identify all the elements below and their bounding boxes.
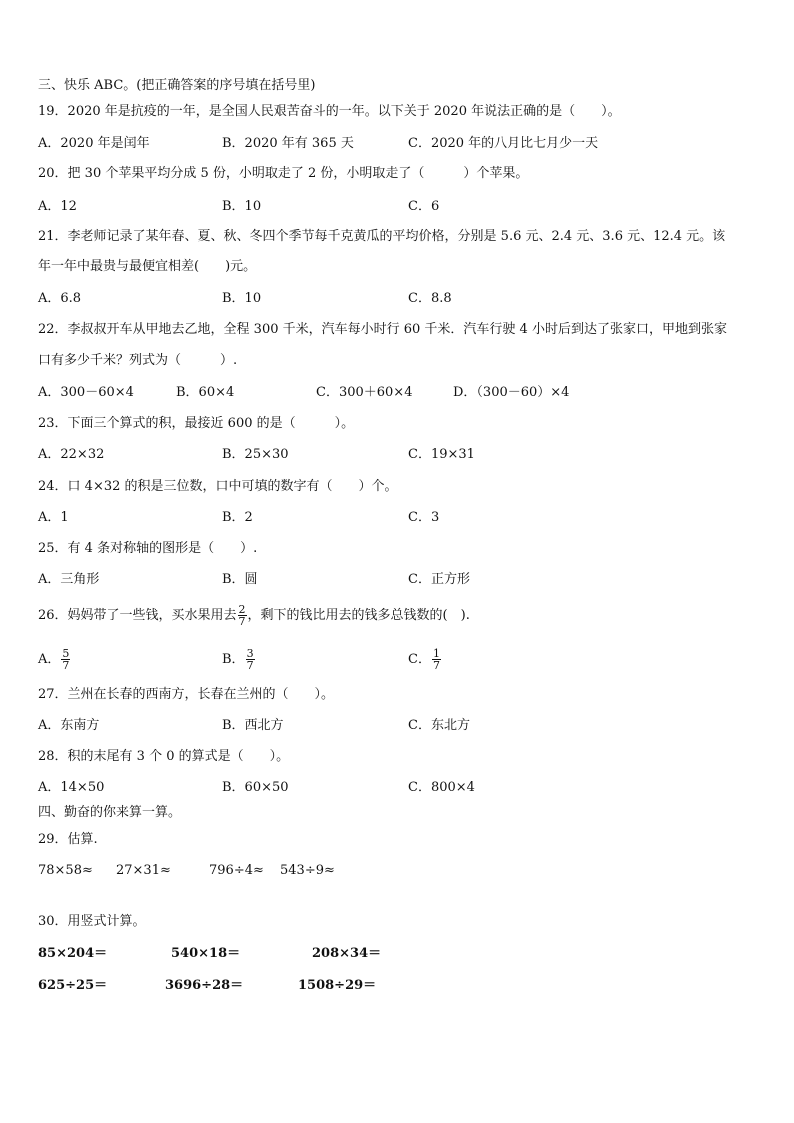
- question-25-option-c: C．正方形: [408, 572, 470, 587]
- question-21-option-c: C．8.8: [408, 291, 452, 306]
- fraction-numerator: 3: [246, 647, 254, 660]
- question-23-stem: 23．下面三个算式的积，最接近 600 的是（ ）。: [38, 416, 355, 431]
- estimate-item: 27×31≈: [116, 863, 171, 878]
- question-26-stem-after: ，剩下的钱比用去的钱多总钱数的( ).: [247, 608, 470, 623]
- estimate-item: 543÷9≈: [280, 863, 335, 878]
- question-21-stem-line2: 年一年中最贵与最便宜相差( )元。: [38, 259, 257, 274]
- vertical-calc-item: 3696÷28＝: [165, 978, 244, 993]
- fraction-numerator: 5: [62, 647, 70, 660]
- question-25-stem: 25．有 4 条对称轴的图形是（ ）.: [38, 541, 258, 556]
- question-19-option-a: A．2020 年是闰年: [38, 136, 150, 151]
- option-label: A．: [38, 652, 61, 667]
- question-22-stem-line2: 口有多少千米？列式为（ ）.: [38, 353, 238, 368]
- fraction-numerator: 2: [238, 603, 246, 616]
- question-23-option-c: C．19×31: [408, 447, 475, 462]
- vertical-calc-item: 625÷25＝: [38, 978, 108, 993]
- fraction-denominator: 7: [432, 659, 440, 672]
- estimate-item: 796÷4≈: [209, 863, 264, 878]
- question-23-option-a: A．22×32: [38, 447, 105, 462]
- question-28-option-a: A．14×50: [38, 780, 105, 795]
- section-3-title: 三、快乐 ABC。(把正确答案的序号填在括号里): [38, 78, 316, 93]
- question-26-stem-before: 26．妈妈带了一些钱，买水果用去: [38, 608, 237, 623]
- question-20-stem: 20．把 30 个苹果平均分成 5 份，小明取走了 2 份，小明取走了（ ）个苹果。: [38, 166, 529, 181]
- question-24-option-a: A．1: [38, 510, 69, 525]
- option-fraction: [61, 648, 70, 671]
- question-22-option-d: D．（300－60）×4: [453, 385, 570, 400]
- question-22-option-b: B．60×4: [176, 385, 235, 400]
- question-24-stem: 24．口 4×32 的积是三位数，口中可填的数字有（ ）个。: [38, 479, 398, 494]
- fraction-denominator: 7: [246, 659, 254, 672]
- question-26-option-b: [222, 648, 256, 671]
- question-22-option-a: A．300－60×4: [38, 385, 134, 400]
- fraction-numerator: 1: [432, 647, 440, 660]
- question-25-option-a: A．三角形: [38, 572, 100, 587]
- question-29-stem: 29．估算.: [38, 832, 98, 847]
- question-26-stem: [38, 604, 470, 627]
- vertical-calc-item: 208×34＝: [312, 946, 382, 961]
- estimate-item: 78×58≈: [38, 863, 93, 878]
- question-20-option-c: C．6: [408, 199, 440, 214]
- section-4-title: 四、勤奋的你来算一算。: [38, 805, 182, 820]
- question-23-option-b: B．25×30: [222, 447, 289, 462]
- question-19-option-b: B．2020 年有 365 天: [222, 136, 354, 151]
- question-27-stem: 27．兰州在长春的西南方，长春在兰州的（ ）。: [38, 687, 335, 702]
- question-24-option-b: B．2: [222, 510, 253, 525]
- question-27-option-a: A．东南方: [38, 718, 100, 733]
- option-label: C．: [408, 652, 431, 667]
- question-20-option-a: A．12: [38, 199, 77, 214]
- question-21-option-a: A．6.8: [38, 291, 82, 306]
- question-26-option-a: [38, 648, 71, 671]
- question-22-option-c: C．300＋60×4: [316, 385, 413, 400]
- fraction-denominator: 7: [238, 615, 246, 628]
- question-27-option-c: C．东北方: [408, 718, 470, 733]
- question-25-option-b: B．圆: [222, 572, 258, 587]
- question-19-stem: 19．2020 年是抗疫的一年，是全国人民艰苦奋斗的一年。以下关于 2020 年说法正确的是（ ）。: [38, 104, 621, 119]
- question-21-stem: 21．李老师记录了某年春、夏、秋、冬四个季节每千克黄瓜的平均价格，分别是 5.6 元、2.4 元、3.6 元、12.4 元。该: [38, 229, 726, 244]
- question-20-option-b: B．10: [222, 199, 262, 214]
- vertical-calc-item: 540×18＝: [171, 946, 241, 961]
- question-27-option-b: B．西北方: [222, 718, 284, 733]
- question-30-stem: 30．用竖式计算。: [38, 914, 146, 929]
- question-21-option-b: B．10: [222, 291, 262, 306]
- question-26-option-c: [408, 648, 442, 671]
- fraction-denominator: 7: [62, 659, 70, 672]
- question-28-option-c: C．800×4: [408, 780, 475, 795]
- option-fraction: [246, 648, 255, 671]
- vertical-calc-item: 1508÷29＝: [298, 978, 377, 993]
- question-24-option-c: C．3: [408, 510, 440, 525]
- question-28-stem: 28．积的末尾有 3 个 0 的算式是（ ）。: [38, 749, 290, 764]
- option-label: B．: [222, 652, 245, 667]
- question-26-fraction: [238, 604, 247, 627]
- question-22-stem: 22．李叔叔开车从甲地去乙地，全程 300 千米，汽车每小时行 60 千米．汽车行驶 4 小时后到达了张家口，甲地到张家: [38, 322, 727, 337]
- question-19-option-c: C．2020 年的八月比七月少一天: [408, 136, 599, 151]
- question-28-option-b: B．60×50: [222, 780, 289, 795]
- vertical-calc-item: 85×204＝: [38, 946, 108, 961]
- option-fraction: [432, 648, 441, 671]
